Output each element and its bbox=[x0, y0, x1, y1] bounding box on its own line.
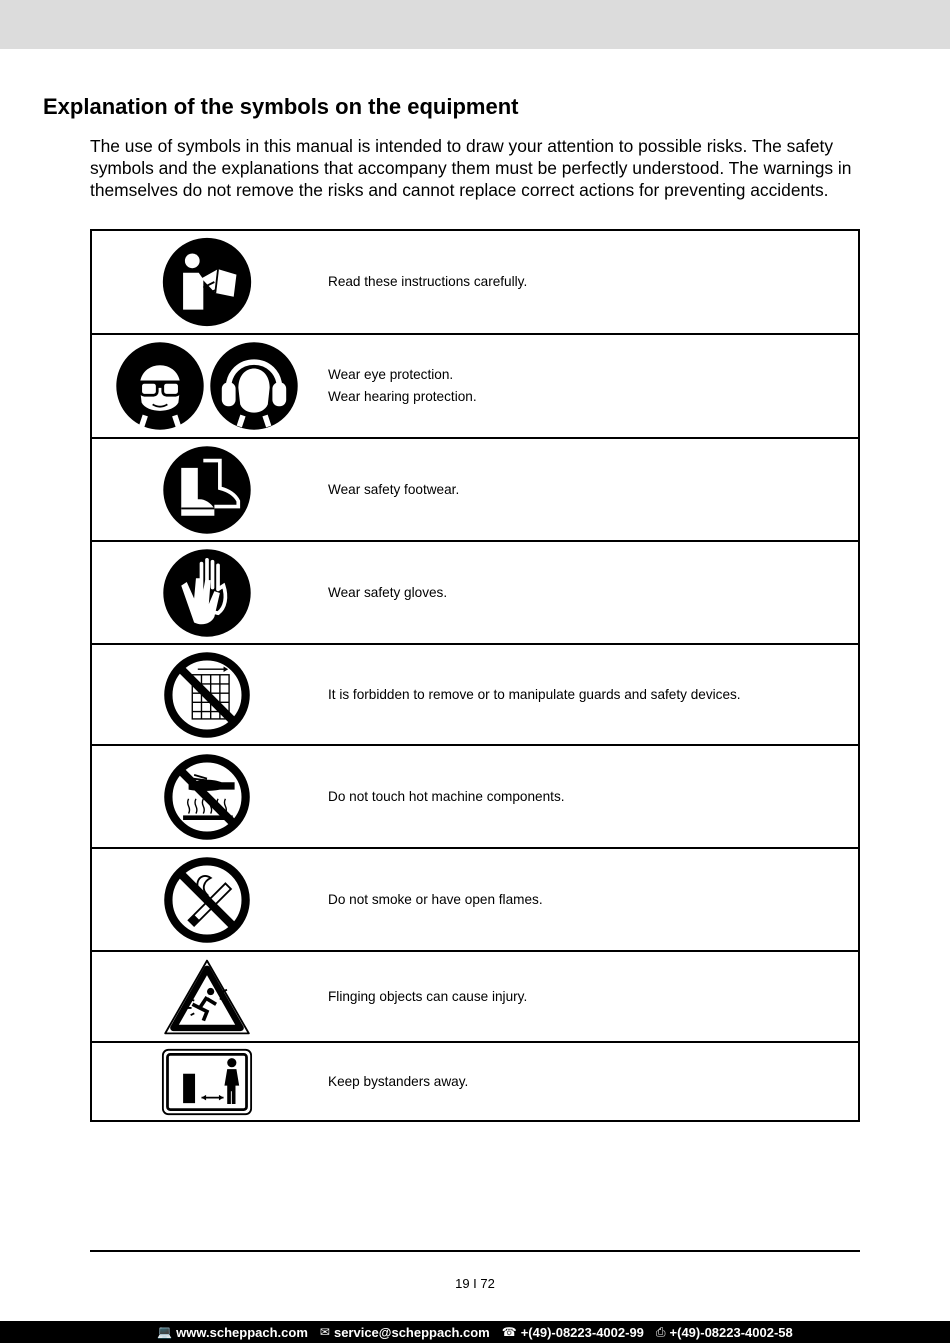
symbols-table bbox=[90, 229, 860, 1122]
symbol-icon-cell bbox=[91, 334, 322, 438]
symbol-icon-cell bbox=[91, 230, 322, 334]
symbol-row bbox=[91, 230, 859, 334]
symbol-icon-cell bbox=[91, 541, 322, 644]
safety-footwear-icon bbox=[161, 444, 253, 536]
footer-divider bbox=[90, 1250, 860, 1252]
no-guard-removal-icon bbox=[161, 649, 253, 741]
symbol-row bbox=[91, 644, 859, 745]
symbol-description bbox=[322, 1042, 859, 1121]
website-link[interactable]: www.scheppach.com bbox=[176, 1324, 308, 1340]
safety-gloves-icon bbox=[161, 547, 253, 639]
symbol-row bbox=[91, 541, 859, 644]
flying-objects-warning-icon bbox=[161, 957, 253, 1037]
footer-bar bbox=[0, 1321, 950, 1343]
intro-line: themselves do not remove the risks and cannot replace correct actions for preventing accidents. bbox=[90, 180, 829, 200]
phone-number: +(49)-08223-4002-99 bbox=[520, 1324, 644, 1340]
computer-icon: 💻 bbox=[157, 1325, 173, 1339]
intro-line: The use of symbols in this manual is intended to draw your attention to possible risks. The safety bbox=[90, 136, 834, 156]
symbol-text: Wear eye protection. bbox=[328, 367, 454, 382]
intro-paragraph bbox=[90, 135, 870, 201]
symbol-text: Do not touch hot machine components. bbox=[328, 788, 565, 804]
symbol-text: Wear safety gloves. bbox=[328, 584, 448, 600]
symbol-text: Do not smoke or have open flames. bbox=[328, 891, 543, 907]
page-title: Explanation of the symbols on the equipment bbox=[43, 94, 519, 119]
symbol-description bbox=[322, 438, 859, 541]
symbol-icon-cell bbox=[91, 951, 322, 1042]
footer-website[interactable] bbox=[157, 1325, 308, 1340]
symbol-text: Flinging objects can cause injury. bbox=[328, 988, 528, 1004]
read-instructions-icon bbox=[161, 236, 253, 328]
symbol-row bbox=[91, 438, 859, 541]
symbol-description bbox=[322, 745, 859, 848]
symbol-description bbox=[322, 230, 859, 334]
envelope-icon: ✉ bbox=[319, 1325, 330, 1339]
keep-bystanders-away-icon bbox=[161, 1048, 253, 1116]
symbol-row bbox=[91, 848, 859, 951]
symbol-row bbox=[91, 951, 859, 1042]
email-link[interactable]: service@scheppach.com bbox=[333, 1324, 490, 1340]
symbol-text: Wear safety footwear. bbox=[328, 481, 460, 497]
symbol-text: It is forbidden to remove or to manipulate guards and safety devices. bbox=[328, 686, 741, 702]
symbol-text: Wear hearing protection. bbox=[328, 389, 477, 404]
no-smoking-icon bbox=[161, 854, 253, 946]
fax-icon: ⎙ bbox=[655, 1324, 666, 1339]
symbol-description bbox=[322, 541, 859, 644]
fax-number: +(49)-08223-4002-58 bbox=[669, 1324, 793, 1340]
symbol-row bbox=[91, 1042, 859, 1121]
intro-line: symbols and the explanations that accompany them must be perfectly understood. The warnings in bbox=[90, 158, 852, 178]
footer-phone bbox=[502, 1325, 644, 1340]
top-bar bbox=[0, 0, 950, 49]
symbol-row bbox=[91, 334, 859, 438]
no-touch-hot-surface-icon bbox=[161, 751, 253, 843]
footer-fax bbox=[656, 1325, 793, 1340]
symbol-text: Keep bystanders away. bbox=[328, 1073, 469, 1089]
symbol-row bbox=[91, 745, 859, 848]
symbol-description bbox=[322, 951, 859, 1042]
symbol-icon-cell bbox=[91, 1042, 322, 1121]
symbol-icon-cell bbox=[91, 438, 322, 541]
symbol-icon-cell bbox=[91, 644, 322, 745]
symbol-icon-cell bbox=[91, 745, 322, 848]
footer-email[interactable] bbox=[320, 1325, 490, 1340]
hearing-protection-icon bbox=[208, 340, 300, 432]
page-number: 19 I 72 bbox=[455, 1276, 495, 1291]
symbol-description bbox=[322, 334, 859, 438]
symbol-description bbox=[322, 848, 859, 951]
eye-protection-icon bbox=[114, 340, 206, 432]
telephone-icon: ☎ bbox=[501, 1325, 517, 1339]
symbol-text: Read these instructions carefully. bbox=[328, 274, 528, 289]
symbol-icon-cell bbox=[91, 848, 322, 951]
symbol-description bbox=[322, 644, 859, 745]
